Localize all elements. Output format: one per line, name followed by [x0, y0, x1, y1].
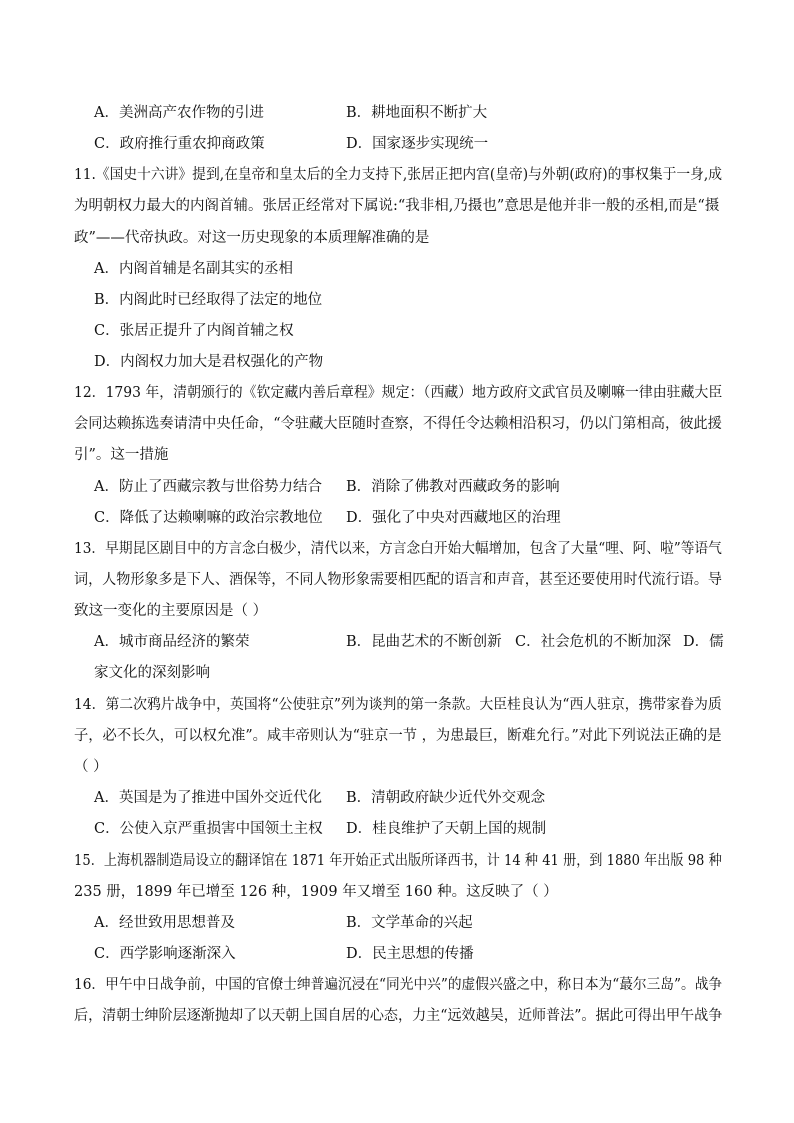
q12-option-c: C．降低了达赖喇嘛的政治宗教地位 [94, 510, 323, 526]
q13-stem-line-3: 致这一变化的主要原因是（ ） [74, 603, 268, 619]
q10-option-a: A．美洲高产农作物的引进 [94, 105, 264, 121]
q13-stem-line-2: 词，人物形象多是下人、酒保等，不同人物形象需要相匹配的语言和声音，甚至还要使用时代流行语。导 [74, 572, 722, 588]
q14-stem-line-3: （ ） [74, 759, 108, 775]
q14-option-d: D．桂良维护了天朝上国的规制 [346, 821, 547, 837]
q14-stem-line-1: 14．第二次鸦片战争中，英国将“公使驻京”列为谈判的第一条款。大臣桂良认为“西人驻京，携带家眷为质 [74, 697, 722, 713]
q11-stem-line-3: 政”——代帝执政。对这一历史现象的本质理解准确的是 [74, 230, 430, 246]
q10-option-b: B．耕地面积不断扩大 [346, 105, 488, 121]
q12-stem-line-1: 12．1793 年，清朝颁行的《钦定藏内善后章程》规定：（西藏）地方政府文武官员及喇嘛一律由驻藏大臣 [74, 385, 723, 401]
q11-option-d: D．内阁权力加大是君权强化的产物 [94, 354, 324, 370]
q14-option-b: B．清朝政府缺少近代外交观念 [346, 790, 546, 806]
q13-option-d-continued: 家文化的深刻影响 [94, 665, 210, 681]
q15-option-c: C．西学影响逐渐深入 [94, 946, 236, 962]
q11-option-b: B．内阁此时已经取得了法定的地位 [94, 292, 323, 308]
q12-stem-line-3: 引”。这一措施 [74, 447, 169, 463]
q10-option-d: D．国家逐步实现统一 [346, 136, 489, 152]
q15-stem-line-1: 15．上海机器制造局设立的翻译馆在 1871 年开始正式出版所译西书，计 14 种 41 册，到 1880 年出版 98 种 [74, 853, 722, 869]
q12-stem-line-2: 会同达赖拣选奏请清中央任命，“令驻藏大臣随时查察，不得任令达赖相沿积习，仍以门第相高，彼此援 [74, 416, 722, 432]
q15-stem-line-2: 235 册，1899 年已增至 126 种，1909 年又增至 160 种。这反映了（ ） [74, 884, 558, 900]
q14-option-a: A．英国是为了推进中国外交近代化 [94, 790, 322, 806]
q14-option-c: C．公使入京严重损害中国领土主权 [94, 821, 323, 837]
q13-option-a: A．城市商品经济的繁荣 [94, 634, 250, 650]
q13-option-d: D．儒 [683, 634, 724, 650]
q12-option-a: A．防止了西藏宗教与世俗势力结合 [94, 479, 322, 495]
q16-stem-line-2: 后，清朝士绅阶层逐渐抛却了以天朝上国自居的心态，力主“远效越吴，近师普法”。据此可得出甲午战争 [74, 1008, 723, 1024]
q15-option-d: D．民主思想的传播 [346, 946, 474, 962]
q16-stem-line-1: 16．甲午中日战争前，中国的官僚士绅普遍沉浸在“同光中兴”的虚假兴盛之中，称日本为“蕞尔三岛”。战争 [74, 977, 723, 993]
q15-option-a: A．经世致用思想普及 [94, 915, 235, 931]
q14-stem-line-2: 子，必不长久，可以权允准”。咸丰帝则认为“驻京一节 ，为患最巨，断难允行。”对此下列说法正确的是 [74, 728, 722, 744]
q11-stem-line-2: 为明朝权力最大的内阁首辅。张居正经常对下属说:“我非相,乃摄也”意思是他并非一般的丞相,而是“摄 [74, 198, 720, 214]
q10-option-c: C．政府推行重农抑商政策 [94, 136, 265, 152]
q12-option-d: D．强化了中央对西藏地区的治理 [346, 510, 561, 526]
q13-stem-line-1: 13．早期昆区剧目中的方言念白极少，清代以来，方言念白开始大幅增加，包含了大量“哩、阿、啦”等语气 [74, 541, 722, 557]
q13-option-c: C．社会危机的不断加深 [515, 634, 672, 650]
q11-stem-line-1: 11.《国史十六讲》提到,在皇帝和皇太后的全力支持下,张居正把内宫(皇帝)与外朝(政府)的事权集于一身,成 [74, 167, 723, 183]
q15-option-b: B．文学革命的兴起 [346, 915, 473, 931]
q13-option-b: B．昆曲艺术的不断创新 [346, 634, 502, 650]
q12-option-b: B．消除了佛教对西藏政务的影响 [346, 479, 560, 495]
q11-option-a: A．内阁首辅是名副其实的丞相 [94, 261, 293, 277]
q11-option-c: C．张居正提升了内阁首辅之权 [94, 323, 294, 339]
